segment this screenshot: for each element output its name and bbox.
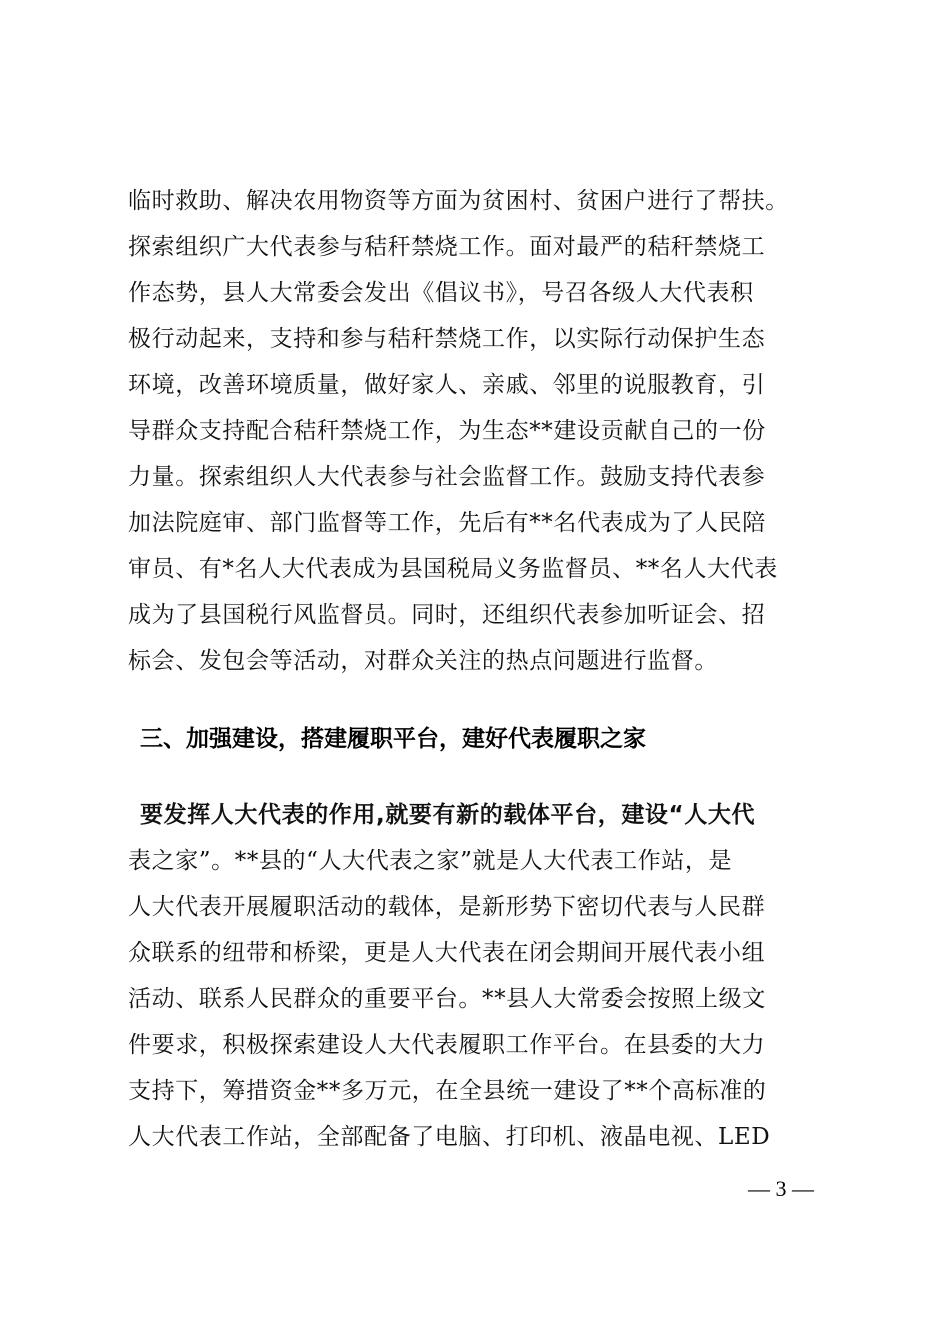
paragraph-line: 环境，改善环境质量，做好家人、亲戚、邻里的说服教育，引 xyxy=(128,372,766,398)
paragraph-line: 探索组织广大代表参与秸秆禁烧工作。面对最严的秸秆禁烧工 xyxy=(128,234,766,260)
paragraph-line: 表之家”。**县的“人大代表之家”就是人大代表工作站，是 xyxy=(128,848,733,874)
section-heading: 三、加强建设，搭建履职平台，建好代表履职之家 xyxy=(140,726,646,752)
paragraph-line: 加法院庭审、部门监督等工作，先后有**名代表成为了人民陪 xyxy=(128,510,766,536)
paragraph-line: 作态势，县人大常委会发出《倡议书》，号召各级人大代表积 xyxy=(128,280,754,306)
body-paragraph-1 xyxy=(128,178,848,684)
paragraph-line: 人大代表开展履职活动的载体，是新形势下密切代表与人民群 xyxy=(128,894,766,920)
paragraph-line: 审员、有*名人大代表成为县国税局义务监督员、**名人大代表 xyxy=(128,556,778,582)
paragraph-line: 众联系的纽带和桥梁，更是人大代表在闭会期间开展代表小组 xyxy=(128,940,766,966)
body-paragraph-2 xyxy=(128,792,848,1160)
paragraph-lead-line: 要发挥人大代表的作用,就要有新的载体平台，建设“人大代 xyxy=(140,802,756,828)
paragraph-line: 件要求，积极探索建设人大代表履职工作平台。在县委的大力 xyxy=(128,1032,766,1058)
paragraph-line: 力量。探索组织人大代表参与社会监督工作。鼓励支持代表参 xyxy=(128,464,766,490)
paragraph-line: 支持下，筹措资金**多万元，在全县统一建设了**个高标准的 xyxy=(128,1078,767,1104)
page-number: — 3 — xyxy=(748,1176,814,1201)
paragraph-line: 活动、联系人民群众的重要平台。**县人大常委会按照上级文 xyxy=(128,986,766,1012)
paragraph-line: 导群众支持配合秸秆禁烧工作，为生态**建设贡献自己的一份 xyxy=(128,418,766,444)
paragraph-line: 成为了县国税行风监督员。同时，还组织代表参加听证会、招 xyxy=(128,602,766,628)
paragraph-line: 人大代表工作站，全部配备了电脑、打印机、液晶电视、LED xyxy=(128,1124,771,1150)
paragraph-line: 标会、发包会等活动，对群众关注的热点问题进行监督。 xyxy=(128,648,718,674)
paragraph-line: 极行动起来，支持和参与秸秆禁烧工作，以实际行动保护生态 xyxy=(128,326,766,352)
paragraph-line: 临时救助、解决农用物资等方面为贫困村、贫困户进行了帮扶。 xyxy=(128,188,789,214)
